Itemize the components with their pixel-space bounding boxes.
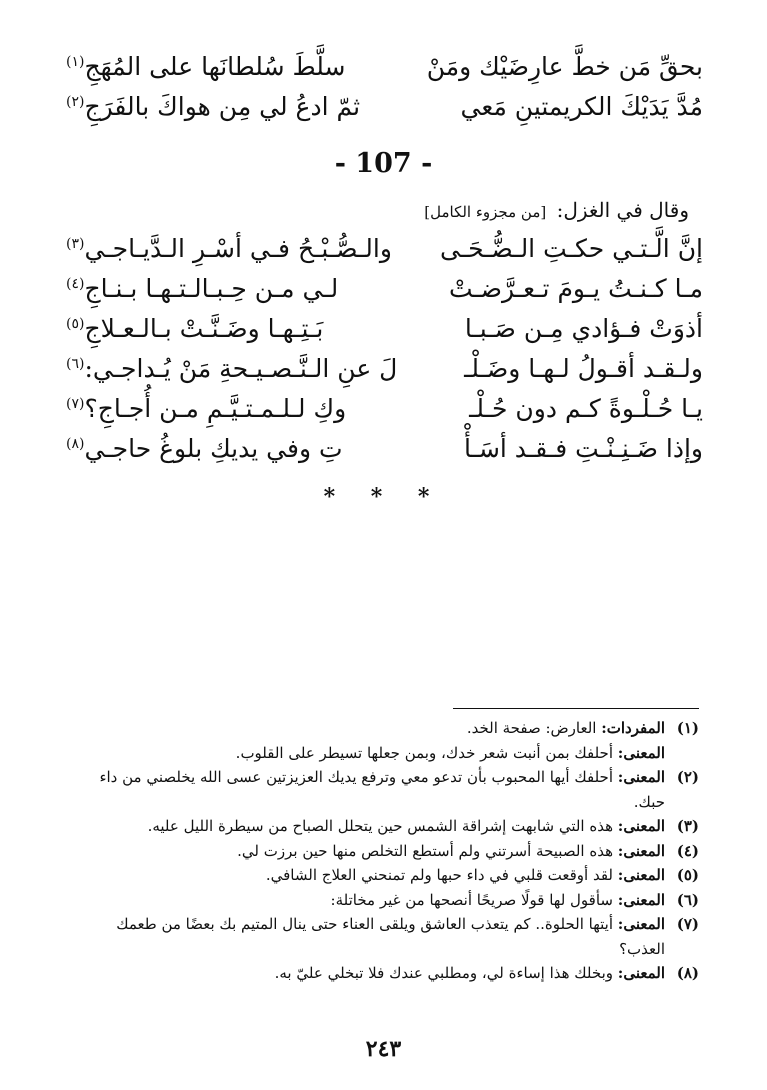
footnote — [70, 765, 699, 814]
footnote — [70, 839, 699, 864]
page-number: ٢٤٣ — [365, 1036, 402, 1062]
footnote-label: المفردات: — [601, 719, 665, 737]
footnote-number: (٦) — [676, 890, 699, 909]
footnote-text: العارض: صفحة الخد. — [466, 719, 597, 737]
footnote-label: المعنى: — [617, 743, 665, 762]
footnote-marker[interactable]: (٤) — [66, 275, 85, 292]
footnote-number: (٧) — [676, 915, 699, 933]
footnote-label: المعنى: — [617, 964, 665, 982]
footnote-number: (٨) — [676, 964, 699, 982]
section-separator: * * * — [323, 484, 444, 510]
footnote-label: المعنى: — [617, 768, 665, 786]
verse-line — [64, 276, 703, 301]
footnote-text: أحلفك أيها المحبوب بأن تدعو معي وترفع يديك العزيزتين عسى الله يخلصني من داء حبك. — [99, 768, 665, 811]
footnote — [70, 716, 699, 741]
hemistich-right: أذوَتْ فـؤادي مِـن صَـبـا — [464, 314, 703, 343]
hemistich-left: سلَّطَ سُلطانَها على المُهَجِ$^{(١)}$ — [66, 52, 346, 81]
footnote-label: المعنى: — [617, 841, 665, 860]
footnote-marker[interactable]: (٨) — [66, 435, 85, 452]
footnote-number: (٤) — [676, 841, 699, 860]
verse-line — [64, 54, 703, 79]
footnote — [70, 961, 699, 986]
footnote-number: (٢) — [676, 768, 699, 786]
footnote-marker[interactable]: (٦) — [66, 355, 85, 372]
footnote — [70, 741, 699, 766]
verse-line — [64, 436, 703, 461]
hemistich-left: لَ عنِ الـنَّـصـيـحةِ مَنْ يُـداجـي:$^{(٦)}$ — [66, 354, 398, 383]
footnote-number: (٣) — [676, 817, 699, 835]
footnote-label: المعنى: — [617, 817, 665, 835]
hemistich-right: مُدَّ يَدَيْكَ الكريمتينِ مَعي — [460, 92, 703, 121]
intro-text: وقال في الغزل: — [556, 198, 689, 222]
footnote-text: سأقول لها قولًا صريحًا أنصحها من غير مخاتلة: — [330, 890, 613, 909]
poem-intro — [424, 198, 689, 222]
poem-number-heading: - 107 - — [334, 148, 433, 179]
hemistich-left: بَـتِـهـا وضَـنَّـتْ بـالـعـلاجِ$^{(٥)}$ — [66, 314, 324, 343]
hemistich-right: مـا كـنـتُ يـومَ تـعـرَّضـتْ — [448, 274, 703, 303]
verse-line — [64, 236, 703, 261]
footnote — [70, 814, 699, 839]
footnote-text: أحلفك بمن أنبت شعر خدك، وبمن جعلها تسيطر على القلوب. — [235, 743, 613, 762]
footnote-text: هذه الصبيحة أسرتني ولم أستطع التخلص منها حين برزت لي. — [237, 841, 613, 860]
hemistich-left: لـي مـن حِـبـالـتـهـا بـنـاجِ$^{(٤)}$ — [66, 274, 339, 303]
footnotes — [70, 716, 699, 986]
footnote-text: هذه التي شابهت إشراقة الشمس حين يتحلل الصباح من سيطرة الليل عليه. — [147, 817, 613, 835]
hemistich-left: وكِ لـلـمـتـيَّـمِ مـن أُجـاجِ؟$^{(٧)}$ — [66, 394, 347, 423]
verse-line — [64, 396, 703, 421]
footnote-number: (١) — [676, 719, 699, 737]
footnote-marker[interactable]: (١) — [66, 53, 85, 70]
meter-label: [من مجزوء الكامل] — [424, 203, 547, 221]
footnote-label: المعنى: — [617, 866, 665, 884]
footnote — [70, 888, 699, 913]
footnote-label: المعنى: — [617, 915, 665, 933]
footnote-number: (٥) — [676, 866, 699, 884]
footnote — [70, 863, 699, 888]
hemistich-right: إنَّ الَّـتـي حكـتِ الـضُّـحَـى — [439, 234, 703, 263]
hemistich-left: ثمّ ادعُ لي مِن هواكَ بالفَرَجِ$^{(٢)}$ — [66, 92, 361, 121]
hemistich-left: والـصُّـبْـحُ فـي أسْـرِ الـدَّيـاجـي$^{(٣)}$ — [66, 234, 392, 263]
footnote-label: المعنى: — [617, 890, 665, 909]
hemistich-left: تِ وفي يديكِ بلوغُ حاجـي$^{(٨)}$ — [66, 434, 343, 463]
hemistich-right: يـا حُـلْـوةً كـم دون حُـلْـ — [469, 394, 703, 423]
footnote-text: أيتها الحلوة.. كم يتعذب العاشق ويلقى العناء حتى ينال المتيم بك بعضًا من طعمك العذب؟ — [116, 915, 665, 958]
verse-line — [64, 94, 703, 119]
footnote-marker[interactable]: (٣) — [66, 235, 85, 252]
footnote — [70, 912, 699, 961]
hemistich-right: وإذا ضَـنِـنْـتِ فـقـد أسَـأْ — [464, 434, 703, 463]
footnote-marker[interactable]: (٥) — [66, 315, 85, 332]
footnote-text: وبخلك هذا إساءة لي، ومطلبي عندك فلا تبخلي عليّ به. — [274, 964, 613, 982]
verse-line — [64, 316, 703, 341]
hemistich-right: ولـقـد أقـولُ لـهـا وضَـلْـ — [464, 354, 703, 383]
footnote-marker[interactable]: (٢) — [66, 93, 85, 110]
footnote-divider — [453, 708, 699, 709]
footnote-text: لقد أوقعت قلبي في داء حبها ولم تمنحني العلاج الشافي. — [265, 866, 613, 884]
hemistich-right: بحقِّ مَن خطَّ عارِضَيْك ومَنْ — [426, 52, 703, 81]
footnote-marker[interactable]: (٧) — [66, 395, 85, 412]
verse-line — [64, 356, 703, 381]
